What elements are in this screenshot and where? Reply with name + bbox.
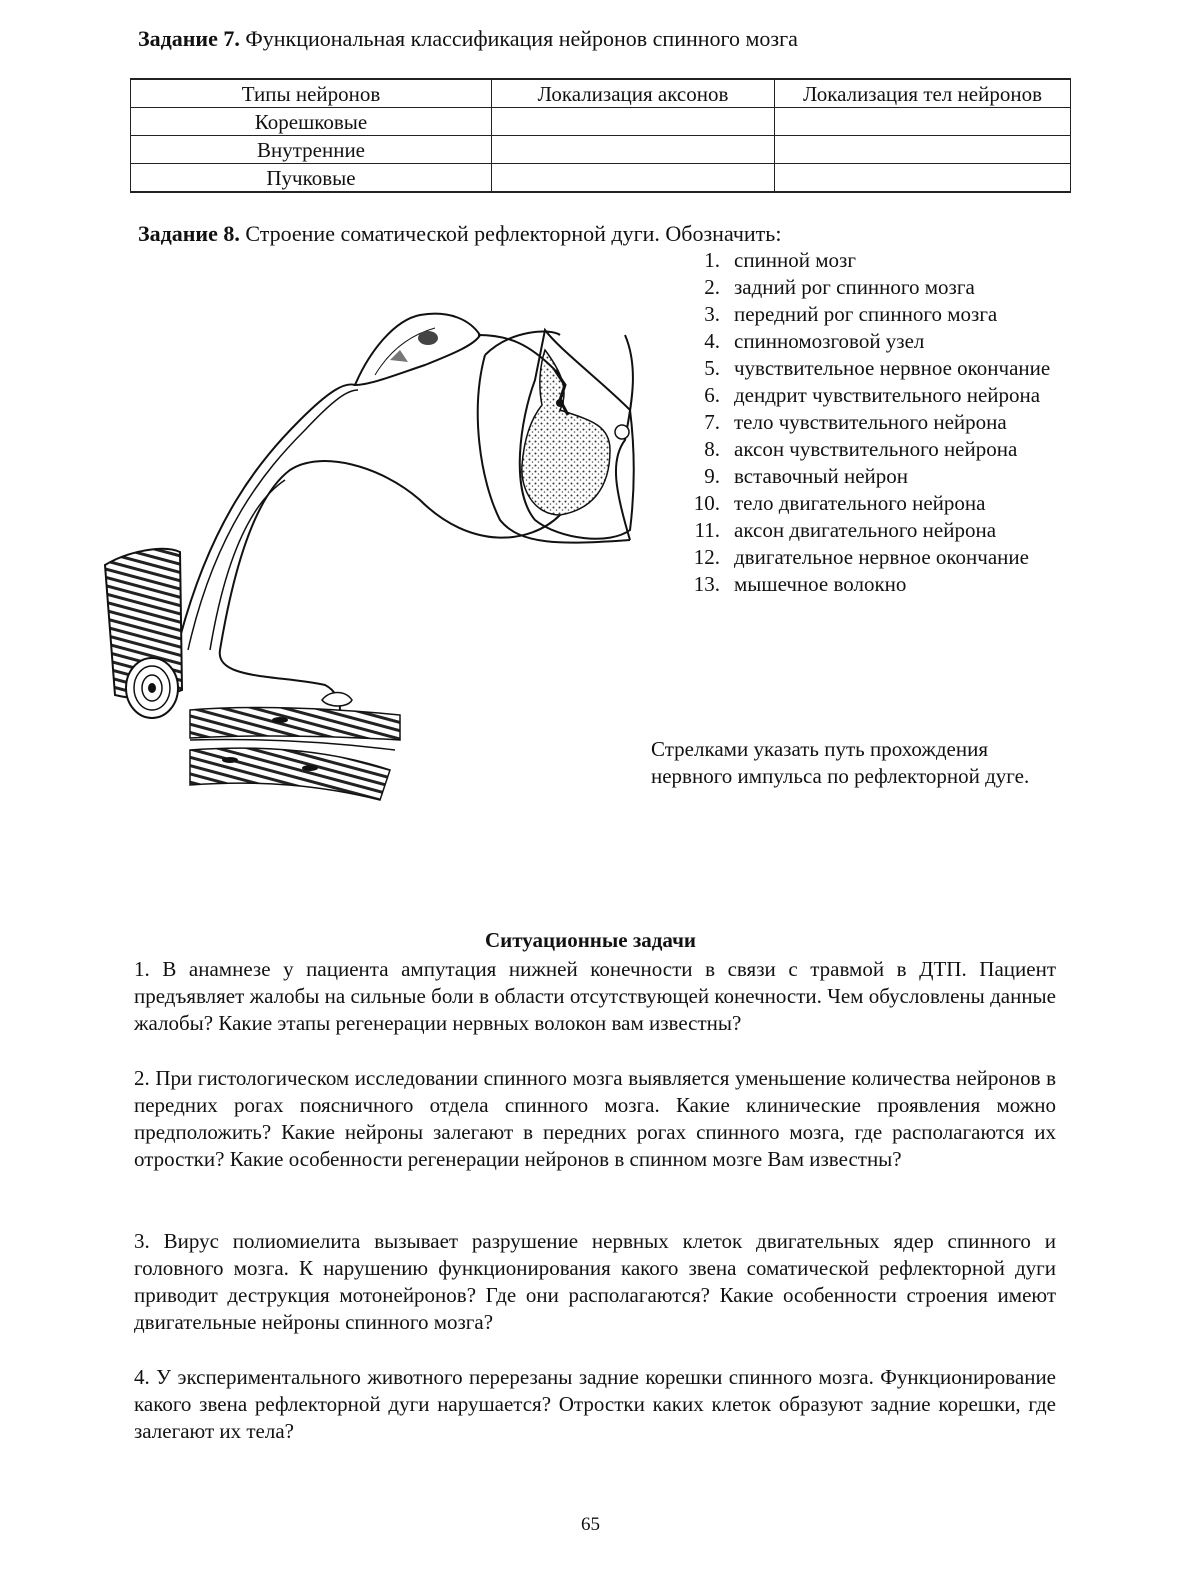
legend-item-number: 11.: [694, 518, 720, 542]
problem-2: 2. При гистологическом исследовании спинного мозга выявляется уменьшение количества нейронов в передних рогах поясничного отдела спинного мозга. Какие клинические проявления можно предположить? Какие нейроны залегают в передних рогах спинного мозга, где располагаются их отростки? Какие особенности регенерации нейронов в спинном мозге Вам известны?: [134, 1066, 1056, 1171]
legend-item-number: 13.: [693, 572, 720, 596]
legend-item-text: аксон двигательного нейрона: [734, 518, 997, 542]
table-cell: [492, 164, 775, 193]
legend-item-number: 9.: [704, 464, 720, 488]
legend-item: [672, 571, 1092, 598]
sensory-receptor: [105, 549, 182, 718]
legend-item-text: дендрит чувствительного нейрона: [734, 383, 1041, 407]
legend-item-text: чувствительное нервное окончание: [734, 356, 1051, 380]
table-row: [131, 164, 1071, 193]
legend-item-text: двигательное нервное окончание: [734, 545, 1029, 569]
motor-end-plate: [322, 693, 352, 707]
table-cell: Пучковые: [131, 164, 492, 193]
legend-item: [672, 301, 1092, 328]
legend-item: [672, 274, 1092, 301]
legend-item: [672, 490, 1092, 517]
task7-label: Задание 7.: [138, 26, 240, 51]
table-cell: [492, 136, 775, 164]
task8-title: Строение соматической рефлекторной дуги. Обозначить:: [245, 221, 782, 246]
legend-item-number: 8.: [704, 437, 720, 461]
legend-item: [672, 544, 1092, 571]
muscle-fiber: [190, 708, 400, 800]
section-title: Ситуационные задачи: [484, 928, 697, 952]
spinal-ganglion: [355, 314, 480, 385]
legend-item-number: 10.: [693, 491, 720, 515]
table-header-cell: Типы нейронов: [131, 79, 492, 108]
task7-heading: [138, 26, 798, 52]
task8-label: Задание 8.: [138, 221, 240, 246]
legend-item-text: передний рог спинного мозга: [734, 302, 998, 326]
problem-3: 3. Вирус полиомиелита вызывает разрушение нервных клеток двигательных ядер спинного и головного мозга. К нарушению функционирования какого звена соматической рефлекторной дуги приводит деструкция мотонейронов? Где они располагаются? Какие особенности строения имеют двигательные нейроны спинного мозга?: [134, 1229, 1056, 1334]
task7-title: Функциональная классификация нейронов спинного мозга: [245, 26, 798, 51]
problem-1: 1. В анамнезе у пациента ампутация нижней конечности в связи с травмой в ДТП. Пациент предъявляет жалобы на сильные боли в области отсутствующей конечности. Чем обусловлены данные жалобы? Какие этапы регенерации нервных волокон вам известны?: [134, 957, 1056, 1035]
legend-item-text: спинномозговой узел: [734, 329, 925, 353]
legend-item: [672, 247, 1092, 274]
table-row: [131, 108, 1071, 136]
table-cell: Внутренние: [131, 136, 492, 164]
structure-legend: [672, 247, 1092, 598]
legend-item: [672, 355, 1092, 382]
legend-item-text: аксон чувствительного нейрона: [734, 437, 1018, 461]
legend-item: [672, 382, 1092, 409]
legend-item-number: 2.: [704, 275, 720, 299]
task8-heading: [138, 221, 781, 247]
legend-item-number: 6.: [704, 383, 720, 407]
table-cell: Корешковые: [131, 108, 492, 136]
legend-item-text: вставочный нейрон: [734, 464, 909, 488]
legend-item: [672, 409, 1092, 436]
table-header-cell: Локализация аксонов: [492, 79, 775, 108]
legend-item: [672, 328, 1092, 355]
table-cell: [775, 136, 1071, 164]
legend-item-text: спинной мозг: [734, 248, 856, 272]
table-row: [131, 136, 1071, 164]
table-cell: [775, 108, 1071, 136]
problem-4: 4. У экспериментального животного перерезаны задние корешки спинного мозга. Функционирование какого звена рефлекторной дуги нарушается? Отростки каких клеток образуют задние корешки, где залегают их тела?: [134, 1365, 1056, 1443]
legend-item-text: задний рог спинного мозга: [734, 275, 975, 299]
neuron-classification-table: [130, 78, 1071, 193]
reflex-arc-diagram: [90, 290, 650, 830]
legend-item: [672, 517, 1092, 544]
legend-item: [672, 463, 1092, 490]
spinal-cord: [520, 330, 634, 540]
table-header-cell: Локализация тел нейронов: [775, 79, 1071, 108]
arrow-instruction: Стрелками указать путь прохождения нервного импульса по рефлекторной дуге.: [651, 737, 1030, 788]
legend-item-number: 4.: [704, 329, 720, 353]
legend-item-number: 1.: [704, 248, 720, 272]
table-cell: [492, 108, 775, 136]
legend-item-text: тело чувствительного нейрона: [734, 410, 1007, 434]
legend-item: [672, 436, 1092, 463]
table-cell: [775, 164, 1071, 193]
table-header-row: [131, 79, 1071, 108]
legend-item-number: 12.: [693, 545, 720, 569]
legend-item-number: 5.: [704, 356, 720, 380]
page-number: 65: [581, 1514, 600, 1535]
legend-item-text: мышечное волокно: [734, 572, 907, 596]
legend-item-number: 7.: [704, 410, 720, 434]
legend-item-number: 3.: [704, 302, 720, 326]
legend-item-text: тело двигательного нейрона: [734, 491, 986, 515]
